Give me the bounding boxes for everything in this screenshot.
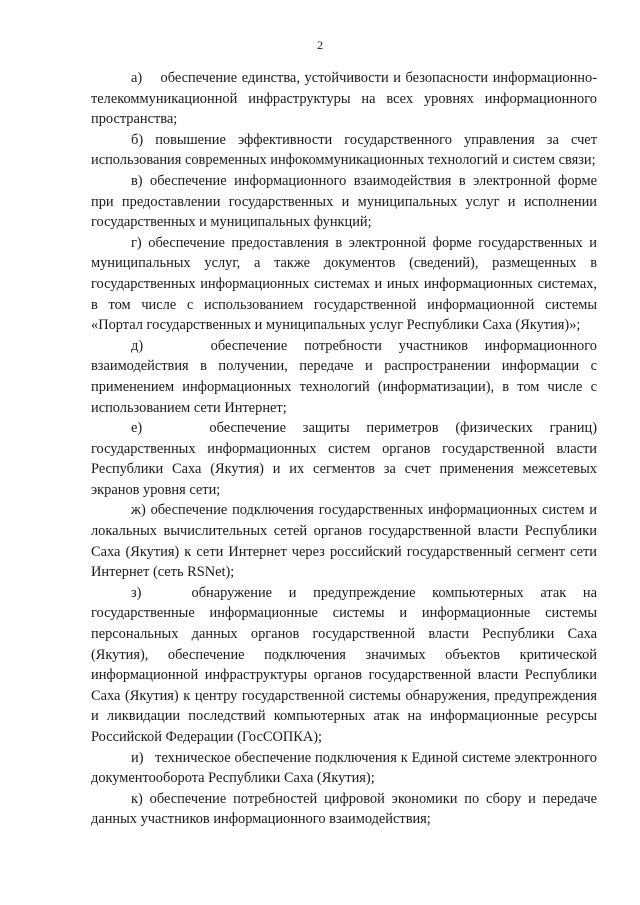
list-item-v: в) обеспечение информационного взаимодействия в электронной форме при предоставлении государственных и муниципальных услуг и исполнении государственных и муниципальных функций; xyxy=(91,172,597,231)
page-number: 2 xyxy=(317,38,323,52)
list-item-z: з) обнаружение и предупреждение компьютерных атак на государственные информационные системы и информационные системы персональных данных органов государственной власти Республики Саха (Якутия), обеспечение подключения значимых объектов критической информационной инфраструктуры органов государственной власти Республики Саха (Якутия) к центру государственной системы обнаружения, предупреждения и ликвидации последствий компьютерных атак на информационные ресурсы Российской Федерации (ГосСОПКА); xyxy=(91,584,597,745)
list-item-e: е) обеспечение защиты периметров (физических границ) государственных информационных систем органов государственной власти Республики Саха (Якутия) и их сегментов за счет применения межсетевых экранов уровня сети; xyxy=(91,420,597,498)
list-item-a: а) обеспечение единства, устойчивости и безопасности информационно-телекоммуникационной инфраструктуры на всех уровнях информационного пространства; xyxy=(91,70,597,128)
list-item-zh: ж) обеспечение подключения государственных информационных систем и локальных вычислительных сетей органов государственной власти Республики Саха (Якутия) к сети Интернет через российский государственный сегмент сети Интернет (сеть RSNet); xyxy=(91,502,597,581)
list-item-d: д) обеспечение потребности участников информационного взаимодействия в получении, передаче и распространении информации с применением информационных технологий (информатизации), в том числе с использованием сети Интернет; xyxy=(91,337,597,416)
list-item-k: к) обеспечение потребностей цифровой экономики по сбору и передаче данных участников информационного взаимодействия; xyxy=(91,790,597,828)
list-item-b: б) повышение эффективности государственного управления за счет использования современных инфокоммуникационных технологий и систем связи; xyxy=(91,131,597,169)
list-item-g: г) обеспечение предоставления в электронной форме государственных и муниципальных услуг, а также документов (сведений), размещенных в государственных информационных системах и иных информационных системах, в том числе с использованием государственной информационной системы «Портал государственных и муниципальных услуг Республики Саха (Якутия)»; xyxy=(91,234,597,334)
list-item-i: и) техническое обеспечение подключения к Единой системе электронного документооборота Республики Саха (Якутия); xyxy=(91,749,597,787)
document-body xyxy=(91,68,597,830)
